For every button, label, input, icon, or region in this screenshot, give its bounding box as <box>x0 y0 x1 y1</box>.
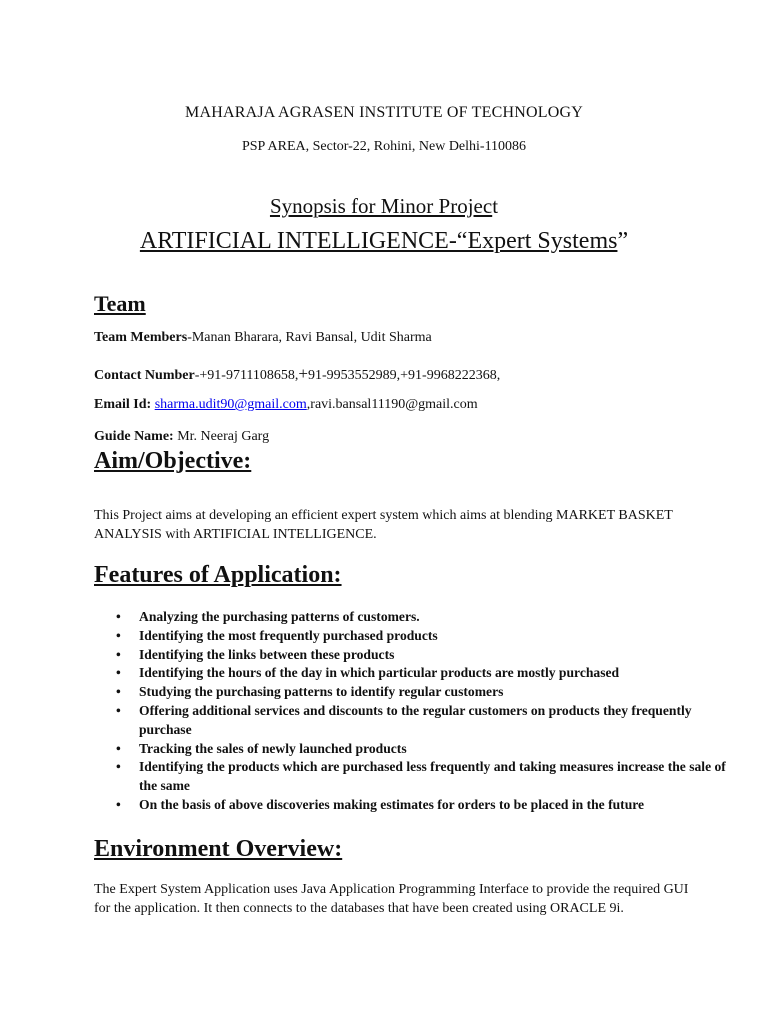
email-label: Email Id: <box>94 397 152 412</box>
institute-address: PSP AREA, Sector-22, Rohini, New Delhi-110086 <box>241 139 527 154</box>
team-heading: Team <box>94 291 146 316</box>
environment-paragraph: The Expert System Application uses Java Application Programming Interface to provide the required GUI for the application. It then connects to the databases that have been created using ORACLE 9i. <box>94 882 689 916</box>
bullet-icon: • <box>116 684 121 700</box>
contact-number-value-2: 91-9953552989,+91-9968222368, <box>308 368 501 383</box>
feature-text: Identifying the most frequently purchased products <box>139 627 438 643</box>
features-heading: Features of Application: <box>94 562 342 588</box>
feature-list-item <box>94 627 734 646</box>
feature-text: Identifying the products which are purchased less frequently and taking measures increase the sale of the same <box>139 759 726 794</box>
feature-list-item <box>94 758 734 796</box>
email-line <box>94 397 478 413</box>
feature-list-item <box>94 608 734 627</box>
contact-number-plus: + <box>298 364 308 383</box>
feature-list-item <box>94 646 734 665</box>
guide-value: Mr. Neeraj Garg <box>177 429 270 444</box>
environment-heading: Environment Overview: <box>94 836 343 862</box>
feature-list-item <box>94 740 734 759</box>
bullet-icon: • <box>116 796 121 812</box>
feature-text: Identifying the links between these products <box>139 646 395 662</box>
synopsis-title-underlined: Synopsis for Minor Projec <box>269 194 493 218</box>
feature-text: Identifying the hours of the day in which particular products are mostly purchased <box>139 665 620 681</box>
synopsis-title <box>0 194 768 219</box>
guide-line <box>94 429 269 445</box>
email-secondary: ,ravi.bansal11190@gmail.com <box>306 397 478 412</box>
project-title-underlined: ARTIFICIAL INTELLIGENCE-“Expert Systems <box>139 228 618 254</box>
email-link-primary[interactable]: sharma.udit90@gmail.com <box>154 397 307 412</box>
bullet-icon: • <box>116 609 121 624</box>
institute-name: MAHARAJA AGRASEN INSTITUTE OF TECHNOLOGY <box>185 104 583 121</box>
aim-heading: Aim/Objective: <box>94 448 252 474</box>
team-members-line <box>94 330 432 346</box>
project-title <box>0 228 768 255</box>
team-members-label: Team Members <box>94 330 188 345</box>
feature-text: Offering additional services and discounts to the regular customers on products they frequently purchase <box>139 702 692 737</box>
aim-paragraph: This Project aims at developing an efficient expert system which aims at blending MARKET BASKET ANALYSIS with ARTIFICIAL INTELLIGENCE. <box>94 508 673 542</box>
feature-text: Analyzing the purchasing patterns of customers. <box>139 609 420 624</box>
feature-list-item <box>94 664 734 683</box>
feature-text: Studying the purchasing patterns to identify regular customers <box>139 684 504 700</box>
feature-text: On the basis of above discoveries making estimates for orders to be placed in the future <box>139 796 645 812</box>
contact-number-label: Contact Number <box>94 368 195 383</box>
bullet-icon: • <box>116 627 121 643</box>
bullet-icon: • <box>116 646 121 662</box>
guide-label: Guide Name: <box>94 429 174 444</box>
feature-list-item <box>94 683 734 702</box>
bullet-icon: • <box>116 702 121 718</box>
synopsis-title-tail: t <box>492 194 499 218</box>
contact-number-line <box>94 364 500 384</box>
feature-text: Tracking the sales of newly launched products <box>139 740 407 756</box>
team-members-value: -Manan Bharara, Ravi Bansal, Udit Sharma <box>187 330 432 345</box>
bullet-icon: • <box>116 740 121 756</box>
contact-number-value-1: -+91-9711108658, <box>194 368 299 383</box>
features-list <box>94 608 734 815</box>
bullet-icon: • <box>116 665 121 681</box>
feature-list-item <box>94 702 734 740</box>
bullet-icon: • <box>116 759 121 775</box>
feature-list-item <box>94 796 734 815</box>
project-title-tail: ” <box>617 228 629 254</box>
